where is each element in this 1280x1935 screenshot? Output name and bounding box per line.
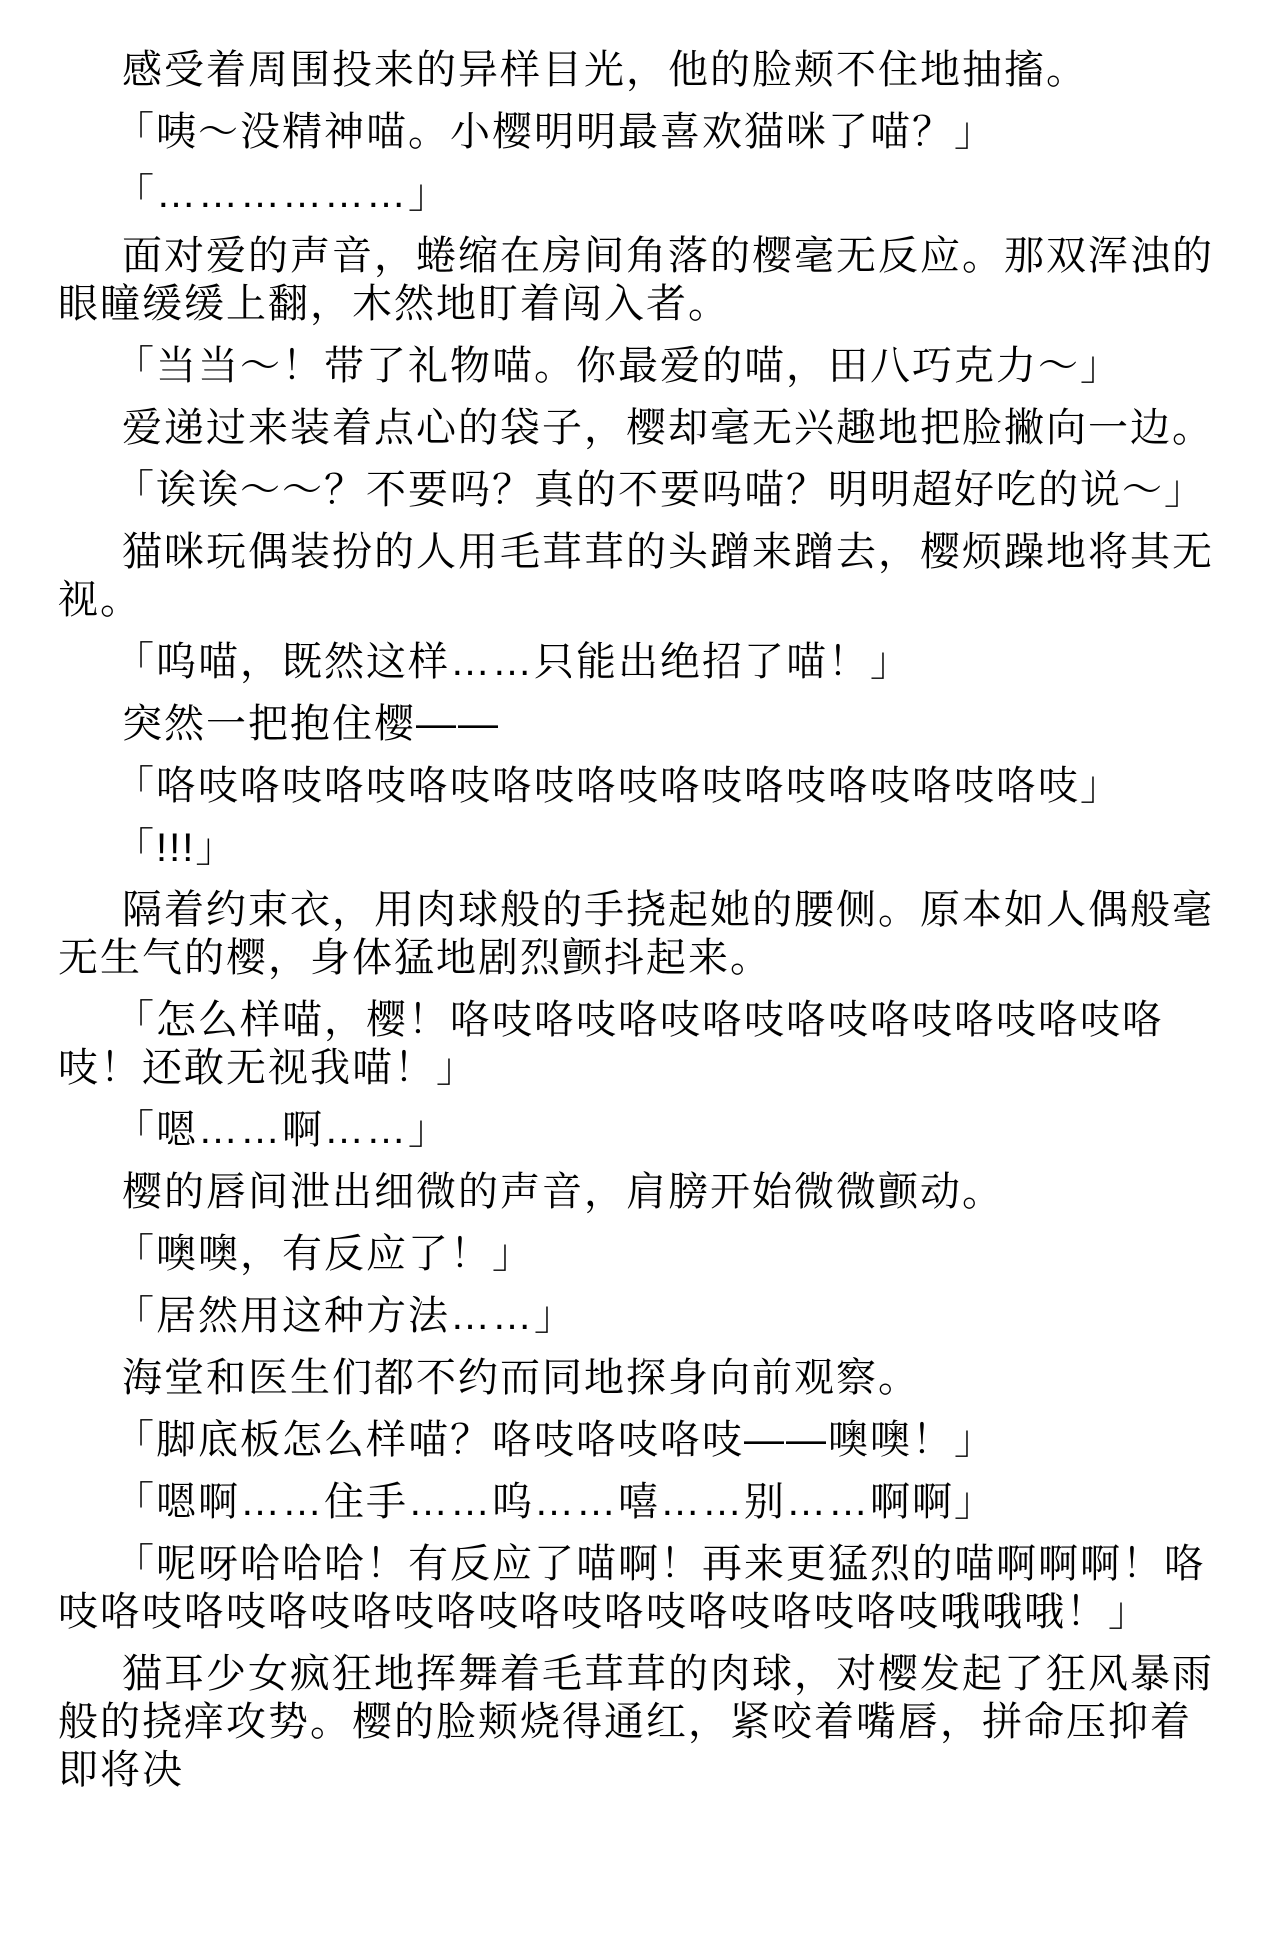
paragraph-dialogue: 「………………」 — [114, 172, 450, 216]
paragraph-narration: 猫咪玩偶装扮的人用毛茸茸的头蹭来蹭去，樱烦躁地将其无视。 — [58, 530, 1214, 622]
paragraph-narration: 樱的唇间泄出细微的声音，肩膀开始微微颤动。 — [122, 1170, 1004, 1214]
paragraph-narration: 隔着约束衣，用肉球般的手挠起她的腰侧。原本如人偶般毫无生气的樱，身体猛地剧烈颤抖起来。 — [58, 888, 1214, 980]
paragraph-narration: 突然一把抱住樱—— — [122, 702, 500, 746]
paragraph-dialogue: 「居然用这种方法……」 — [114, 1294, 576, 1338]
paragraph-dialogue: 「呢呀哈哈哈！有反应了喵啊！再来更猛烈的喵啊啊啊！咯吱咯吱咯吱咯吱咯吱咯吱咯吱咯吱咯吱咯吱咯吱哦哦哦！」 — [58, 1542, 1206, 1634]
paragraph-dialogue: 「怎么样喵，樱！咯吱咯吱咯吱咯吱咯吱咯吱咯吱咯吱咯吱！还敢无视我喵！」 — [58, 998, 1164, 1090]
novel-text-body — [58, 46, 1224, 1794]
paragraph-dialogue: 「当当～！带了礼物喵。你最爱的喵，田八巧克力～」 — [114, 344, 1122, 388]
paragraph-narration: 爱递过来装着点心的袋子，樱却毫无兴趣地把脸撇向一边。 — [122, 406, 1214, 450]
paragraph-narration: 感受着周围投来的异样目光，他的脸颊不住地抽搐。 — [122, 48, 1088, 92]
paragraph-narration: 海堂和医生们都不约而同地探身向前观察。 — [122, 1356, 920, 1400]
paragraph-dialogue: 「呜喵，既然这样……只能出绝招了喵！」 — [114, 640, 912, 684]
paragraph-dialogue: 「诶诶～～？不要吗？真的不要吗喵？明明超好吃的说～」 — [114, 468, 1206, 512]
paragraph-dialogue: 「嗯……啊……」 — [114, 1108, 450, 1152]
paragraph-dialogue: 「噢噢，有反应了！」 — [114, 1232, 534, 1276]
paragraph-dialogue: 「嗯啊……住手……呜……嘻……别……啊啊」 — [114, 1480, 996, 1524]
paragraph-dialogue: 「咦～没精神喵。小樱明明最喜欢猫咪了喵？」 — [114, 110, 996, 154]
paragraph-narration: 面对爱的声音，蜷缩在房间角落的樱毫无反应。那双浑浊的眼瞳缓缓上翻，木然地盯着闯入者。 — [58, 234, 1214, 326]
paragraph-dialogue: 「脚底板怎么样喵？咯吱咯吱咯吱——噢噢！」 — [114, 1418, 996, 1462]
paragraph-dialogue: 「!!!」 — [114, 826, 238, 870]
paragraph-dialogue: 「咯吱咯吱咯吱咯吱咯吱咯吱咯吱咯吱咯吱咯吱咯吱」 — [114, 764, 1122, 808]
paragraph-narration: 猫耳少女疯狂地挥舞着毛茸茸的肉球，对樱发起了狂风暴雨般的挠痒攻势。樱的脸颊烧得通红，紧咬着嘴唇，拼命压抑着即将决 — [58, 1652, 1214, 1792]
